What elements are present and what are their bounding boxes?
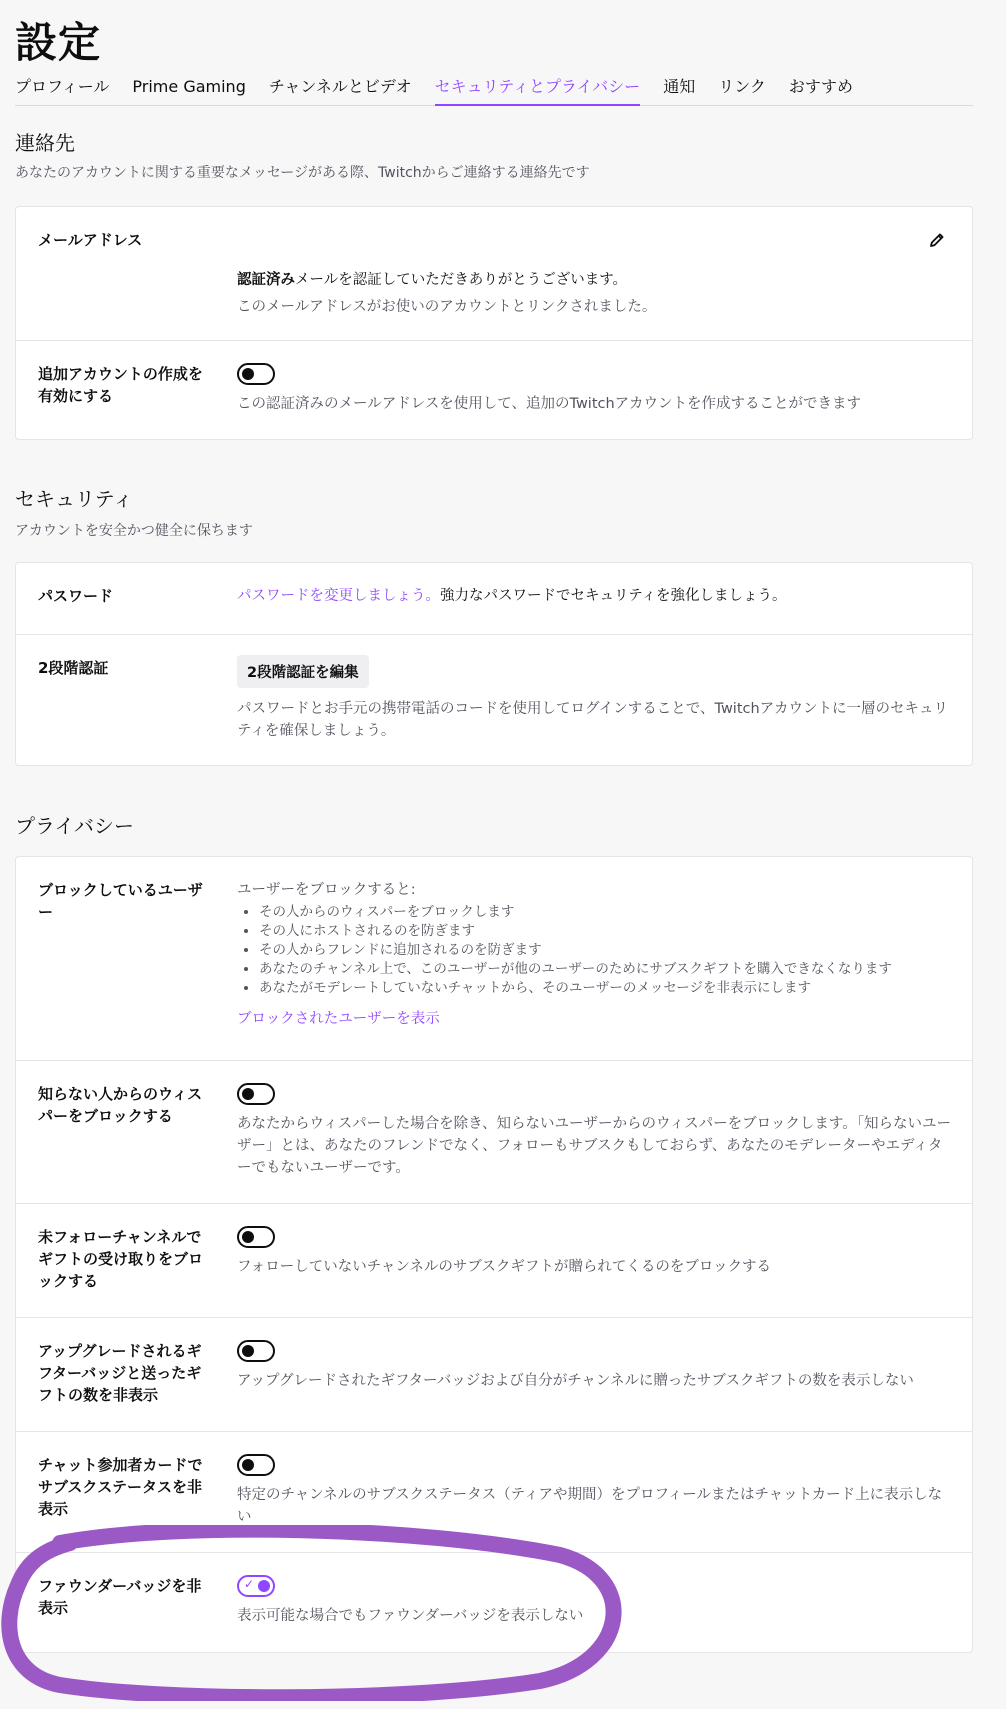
tab-links[interactable]: リンク bbox=[718, 77, 766, 96]
blocked-effects-list bbox=[237, 903, 952, 998]
founder-badge-toggle[interactable] bbox=[237, 1575, 275, 1597]
toggle-knob bbox=[242, 1088, 254, 1100]
pencil-icon[interactable] bbox=[928, 231, 946, 249]
verified-status: 認証済み bbox=[237, 272, 295, 288]
gifter-badge-toggle[interactable] bbox=[237, 1340, 275, 1362]
settings-tabs bbox=[15, 74, 973, 106]
change-password-link[interactable]: パスワードを変更しましょう。 bbox=[237, 588, 440, 604]
gifts-label: 未フォローチャンネルでギフトの受け取りをブロックする bbox=[38, 1228, 204, 1290]
password-body bbox=[237, 585, 952, 607]
blocked-intro: ユーザーをブロックすると: bbox=[237, 882, 416, 898]
founder-badge-body bbox=[237, 1575, 952, 1627]
contact-section-subtitle: あなたのアカウントに関する重要なメッセージがある際、Twitchからご連絡する連絡先です bbox=[15, 165, 590, 181]
security-section-title: セキュリティ bbox=[15, 487, 133, 511]
whispers-label: 知らない人からのウィスパーをブロックする bbox=[38, 1085, 203, 1125]
list-item: • その人からフレンドに追加されるのを防ぎます bbox=[259, 941, 952, 960]
contact-section-title: 連絡先 bbox=[15, 131, 75, 155]
email-row bbox=[16, 207, 972, 341]
privacy-card bbox=[15, 856, 973, 1653]
toggle-knob bbox=[242, 1459, 254, 1471]
list-item: • その人にホストされるのを防ぎます bbox=[259, 922, 952, 941]
tab-security-privacy[interactable]: セキュリティとプライバシー bbox=[435, 74, 641, 106]
check-icon: ✓ bbox=[244, 1577, 255, 1591]
view-blocked-users-link[interactable]: ブロックされたユーザーを表示 bbox=[237, 1011, 440, 1027]
email-body bbox=[237, 269, 952, 318]
gifts-row bbox=[16, 1204, 972, 1318]
privacy-section-title: プライバシー bbox=[15, 814, 134, 838]
whispers-toggle[interactable] bbox=[237, 1083, 275, 1105]
additional-account-body bbox=[237, 363, 952, 415]
blocked-users-body bbox=[237, 879, 952, 1030]
tab-profile[interactable]: プロフィール bbox=[15, 77, 110, 96]
gifts-toggle[interactable] bbox=[237, 1226, 275, 1248]
password-row bbox=[16, 563, 972, 635]
password-text: 強力なパスワードでセキュリティを強化しましょう。 bbox=[440, 588, 787, 604]
founder-badge-row bbox=[16, 1553, 972, 1652]
tab-recommendations[interactable]: おすすめ bbox=[788, 77, 854, 96]
contact-card bbox=[15, 206, 973, 440]
additional-account-desc: この認証済みのメールアドレスを使用して、追加のTwitchアカウントを作成することができます bbox=[237, 396, 862, 412]
twofa-row bbox=[16, 635, 972, 766]
tab-notifications[interactable]: 通知 bbox=[663, 77, 696, 96]
sub-status-body bbox=[237, 1454, 952, 1528]
additional-account-label: 追加アカウントの作成を有効にする bbox=[38, 365, 203, 405]
blocked-users-row bbox=[16, 857, 972, 1061]
email-label: メールアドレス bbox=[38, 231, 143, 249]
founder-badge-desc: 表示可能な場合でもファウンダーバッジを表示しない bbox=[237, 1608, 584, 1624]
toggle-knob bbox=[242, 368, 254, 380]
sub-status-desc: 特定のチャンネルのサブスクステータス（ティアや期間）をプロフィールまたはチャットカード上に表示しない bbox=[237, 1487, 943, 1525]
twofa-desc: パスワードとお手元の携帯電話のコードを使用してログインすることで、Twitchアカウントに一層のセキュリティを確保しましょう。 bbox=[237, 701, 949, 739]
toggle-knob bbox=[258, 1580, 270, 1592]
sub-status-toggle[interactable] bbox=[237, 1454, 275, 1476]
whispers-desc: あなたからウィスパーした場合を除き、知らないユーザーからのウィスパーをブロックします。「知らないユーザー」とは、あなたのフレンドでなく、フォローもサブスクもしておらず、あなたのモデレーターやエディターでもないユーザーです。 bbox=[237, 1116, 951, 1176]
gifter-badge-desc: アップグレードされたギフターバッジおよび自分がチャンネルに贈ったサブスクギフトの数を表示しない bbox=[237, 1373, 914, 1389]
gifts-body bbox=[237, 1226, 952, 1278]
gifter-badge-body bbox=[237, 1340, 952, 1392]
additional-account-toggle[interactable] bbox=[237, 363, 275, 385]
tab-prime-gaming[interactable]: Prime Gaming bbox=[132, 77, 246, 96]
page-title: 設定 bbox=[15, 18, 102, 67]
security-card bbox=[15, 562, 973, 766]
twofa-body bbox=[237, 655, 952, 742]
list-item: • あなたがモデレートしていないチャットから、そのユーザーのメッセージを非表示にします bbox=[259, 979, 952, 998]
gifts-desc: フォローしていないチャンネルのサブスクギフトが贈られてくるのをブロックする bbox=[237, 1259, 772, 1275]
twofa-label: 2段階認証 bbox=[38, 659, 109, 677]
edit-twofa-button[interactable]: 2段階認証を編集 bbox=[237, 655, 369, 688]
gifter-badge-label: アップグレードされるギフターバッジと送ったギフトの数を非表示 bbox=[38, 1342, 202, 1404]
sub-status-label: チャット参加者カードでサブスクステータスを非表示 bbox=[38, 1456, 203, 1518]
sub-status-row bbox=[16, 1432, 972, 1553]
verified-text: メールを認証していただきありがとうございます。 bbox=[295, 272, 628, 288]
whispers-body bbox=[237, 1083, 952, 1179]
toggle-knob bbox=[242, 1345, 254, 1357]
list-item: • あなたのチャンネル上で、このユーザーが他のユーザーのためにサブスクギフトを購入できなくなります bbox=[259, 960, 952, 979]
additional-account-row bbox=[16, 341, 972, 440]
gifter-badge-row bbox=[16, 1318, 972, 1432]
blocked-users-label: ブロックしているユーザー bbox=[38, 881, 203, 921]
list-item: • その人からのウィスパーをブロックします bbox=[259, 903, 952, 922]
security-section-subtitle: アカウントを安全かつ健全に保ちます bbox=[15, 523, 253, 539]
tab-channel-videos[interactable]: チャンネルとビデオ bbox=[268, 77, 412, 96]
founder-badge-label: ファウンダーバッジを非表示 bbox=[38, 1577, 202, 1617]
linked-text: このメールアドレスがお使いのアカウントとリンクされました。 bbox=[237, 299, 657, 315]
toggle-knob bbox=[242, 1231, 254, 1243]
password-label: パスワード bbox=[38, 587, 114, 605]
whispers-row bbox=[16, 1061, 972, 1204]
